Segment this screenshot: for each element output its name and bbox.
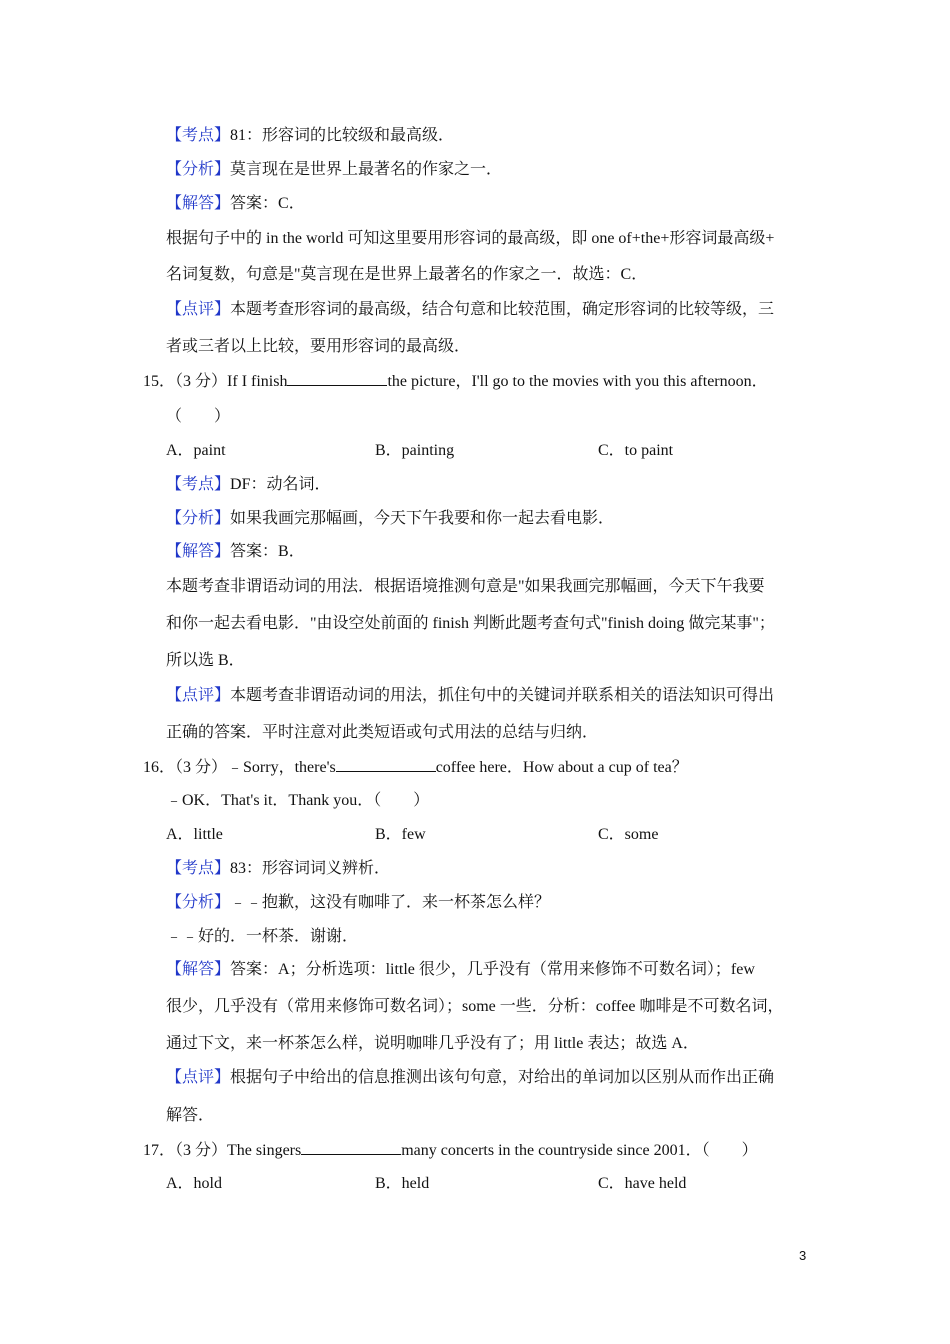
q16-explain-1: 很少，几乎没有（常用来修饰可数名词）；some 一些．分析：coffee 咖啡是不可数名词， xyxy=(166,998,784,1015)
q16-explain-2: 通过下文，来一杯茶怎么样，说明咖啡几乎没有了；用 little 表达；故选 A． xyxy=(166,1035,699,1052)
q14-jieda xyxy=(166,194,305,214)
q14-kaodian-text: 81：形容词的比较级和最高级． xyxy=(230,127,455,144)
q15-explain-2: 和你一起去看电影．"由设空处前面的 finish 判断此题考查句式"finish doing 做完某事"； xyxy=(166,615,775,632)
q16-fenxi-2: ﹣﹣好的．一杯茶．谢谢． xyxy=(166,928,359,945)
page-number: 3 xyxy=(799,1248,807,1263)
q16-dianping: 【点评】根据句子中给出的信息推测出该句句意，对给出的单词加以区别从而作出正确 xyxy=(166,1069,775,1086)
question-number: 15． xyxy=(143,373,176,390)
q14-dianping xyxy=(166,300,774,320)
q16-fenxi: 【分析】﹣﹣抱歉，这没有咖啡了．来一杯茶怎么样？ xyxy=(166,894,551,911)
q16-jieda: 【解答】答案：A；分析选项：little 很少，几乎没有（常用来修饰不可数名词）；few xyxy=(166,961,755,978)
q16-dianping-2: 解答． xyxy=(166,1107,215,1124)
q14-dianping-2: 者或三者以上比较，要用形容词的最高级． xyxy=(166,338,471,355)
fenxi-tag: 【分析】 xyxy=(166,161,231,178)
q17-option-b: B．held xyxy=(375,1175,430,1192)
q16-line-2: ﹣OK．That's it．Thank you．（ ） xyxy=(166,792,430,809)
q15-dianping-2: 正确的答案．平时注意对此类短语或句式用法的总结与归纳． xyxy=(166,724,599,741)
q15-fenxi: 【分析】如果我画完那幅画，今天下午我要和你一起去看电影． xyxy=(166,510,615,527)
answer-blank xyxy=(301,1139,401,1155)
q14-kaodian xyxy=(166,126,454,146)
q15-stem: 15．（3 分）If I finish the picture，I'll go to the movies with you this afternoon． xyxy=(143,370,768,392)
q16-option-a: A．little xyxy=(166,826,223,843)
q15-option-a: A．paint xyxy=(166,442,226,459)
q15-dianping: 【点评】本题考查非谓语动词的用法，抓住句中的关键词并联系相关的语法知识可得出 xyxy=(166,687,775,704)
jieda-tag: 【解答】 xyxy=(166,543,231,560)
answer-blank xyxy=(287,370,387,386)
q15-option-b: B．painting xyxy=(375,442,455,459)
dianping-tag: 【点评】 xyxy=(166,1069,231,1086)
q14-explain-1: 根据句子中的 in the world 可知这里要用形容词的最高级，即 one of+the+形容词最高级+ xyxy=(166,230,775,247)
q16-stem: 16．（3 分）﹣Sorry，there's coffee here．How about a cup of tea？ xyxy=(143,756,688,778)
q15-explain-1: 本题考查非谓语动词的用法．根据语境推测句意是"如果我画完那幅画，今天下午我要 xyxy=(166,578,765,595)
q14-fenxi xyxy=(166,160,502,180)
question-score: （3 分） xyxy=(175,759,228,776)
question-number: 16． xyxy=(143,759,176,776)
q17-option-c: C．have held xyxy=(598,1175,687,1192)
question-score: （3 分） xyxy=(175,1142,228,1159)
fenxi-tag: 【分析】 xyxy=(166,510,231,527)
q14-explain-2: 名词复数，句意是"莫言现在是世界上最著名的作家之一．故选：C． xyxy=(166,266,648,283)
q15-paren: （ ） xyxy=(166,408,231,425)
q15-jieda: 【解答】答案：B． xyxy=(166,543,305,560)
q14-fenxi-text: 莫言现在是世界上最著名的作家之一． xyxy=(230,161,503,178)
q17-stem: 17．（3 分）The singers many concerts in the countryside since 2001．（ ） xyxy=(143,1139,758,1161)
kaodian-tag: 【考点】 xyxy=(166,127,231,144)
q16-kaodian: 【考点】83：形容词词义辨析． xyxy=(166,860,391,877)
dianping-tag: 【点评】 xyxy=(166,687,231,704)
q14-jieda-text: 答案：C． xyxy=(230,195,305,212)
fenxi-tag: 【分析】 xyxy=(166,894,231,911)
q15-kaodian: 【考点】DF：动名词． xyxy=(166,476,331,493)
jieda-tag: 【解答】 xyxy=(166,961,231,978)
jieda-tag: 【解答】 xyxy=(166,195,231,212)
answer-blank xyxy=(336,756,436,772)
kaodian-tag: 【考点】 xyxy=(166,476,231,493)
dianping-tag: 【点评】 xyxy=(166,301,231,318)
question-number: 17． xyxy=(143,1142,176,1159)
q15-option-c: C．to paint xyxy=(598,442,674,459)
q17-option-a: A．hold xyxy=(166,1175,223,1192)
q15-explain-3: 所以选 B． xyxy=(166,652,245,669)
q16-option-c: C．some xyxy=(598,826,659,843)
q14-dianping-text: 本题考查形容词的最高级，结合句意和比较范围，确定形容词的比较等级，三 xyxy=(230,301,775,318)
question-score: （3 分） xyxy=(175,373,228,390)
kaodian-tag: 【考点】 xyxy=(166,860,231,877)
q16-option-b: B．few xyxy=(375,826,426,843)
